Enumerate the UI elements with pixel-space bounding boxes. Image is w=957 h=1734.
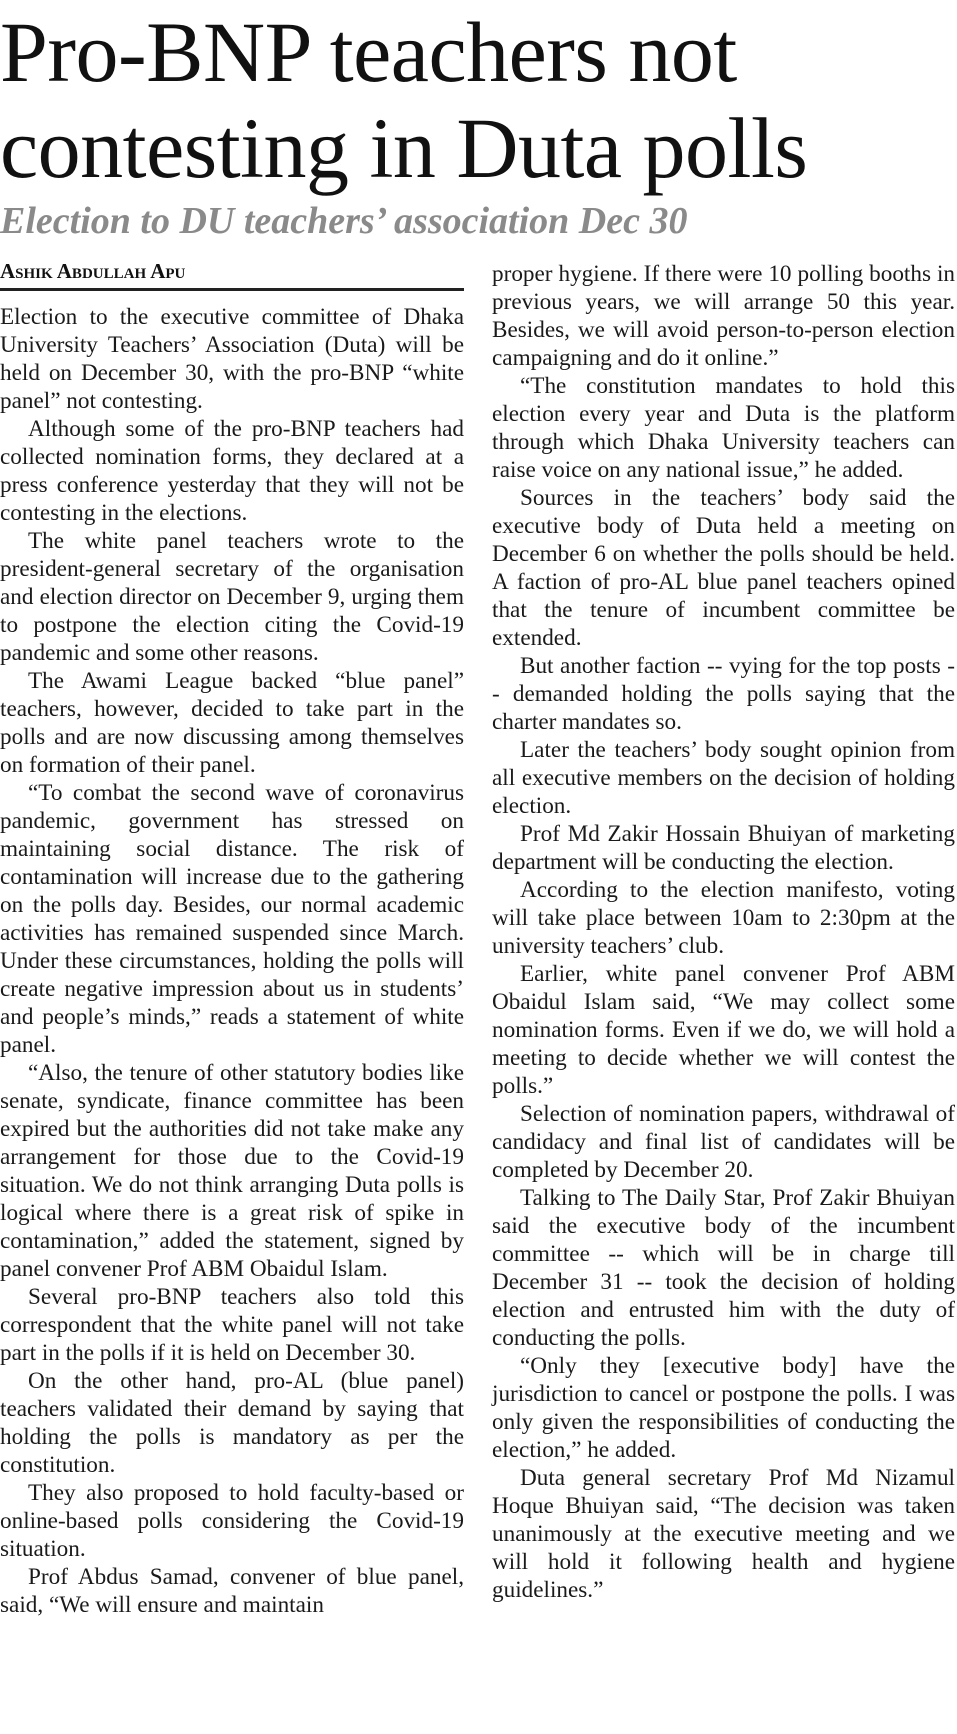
paragraph: According to the election manifesto, voting will take place between 10am to 2:30pm at the university teachers’ club. bbox=[492, 877, 955, 959]
paragraph: Selection of nomination papers, withdrawal of candidacy and final list of candidates will be completed by December 20. bbox=[492, 1101, 955, 1183]
headline: Pro-BNP teachers not contesting in Duta polls bbox=[0, 4, 808, 196]
paragraph: They also proposed to hold faculty-based or online-based polls considering the Covid-19 situation. bbox=[0, 1480, 464, 1562]
paragraph: Earlier, white panel convener Prof ABM Obaidul Islam said, “We may collect some nomination forms. Even if we do, we will hold a meeting to decide whether we will contest the polls.” bbox=[492, 961, 955, 1099]
body-column-right bbox=[492, 260, 955, 1604]
paragraph: Duta general secretary Prof Md Nizamul Hoque Bhuiyan said, “The decision was taken unanimously at the executive meeting and we will hold it following health and hygiene guidelines.” bbox=[492, 1465, 955, 1603]
paragraph: The white panel teachers wrote to the president-general secretary of the organisation and election director on December 9, urging them to postpone the election citing the Covid-19 pandemic and some other reasons. bbox=[0, 528, 464, 666]
paragraph: Talking to The Daily Star, Prof Zakir Bhuiyan said the executive body of the incumbent committee -- which will be in charge till December 31 -- took the decision of holding election and entrusted him with the duty of conducting the polls. bbox=[492, 1185, 955, 1351]
paragraph: “Also, the tenure of other statutory bodies like senate, syndicate, finance committee has been expired but the authorities did not take make any arrangement for those due to the Covid-19 situation. We do not think arranging Duta polls is logical where there is a great risk of spike in contamination,” added the statement, signed by panel convener Prof ABM Obaidul Islam. bbox=[0, 1060, 464, 1282]
paragraph: On the other hand, pro-AL (blue panel) teachers validated their demand by saying that holding the polls is mandatory as per the constitution. bbox=[0, 1368, 464, 1478]
body-column-left bbox=[0, 303, 464, 1619]
paragraph: Later the teachers’ body sought opinion from all executive members on the decision of holding election. bbox=[492, 737, 955, 819]
paragraph: Sources in the teachers’ body said the executive body of Duta held a meeting on December 6 on whether the polls should be held. A faction of pro-AL blue panel teachers opined that the tenure of incumbent committee be extended. bbox=[492, 485, 955, 651]
paragraph: proper hygiene. If there were 10 polling booths in previous years, we will arrange 50 this year. Besides, we will avoid person-to-person election campaigning and do it online.” bbox=[492, 261, 955, 371]
paragraph: Election to the executive committee of Dhaka University Teachers’ Association (Duta) will be held on December 30, with the pro-BNP “white panel” not contesting. bbox=[0, 304, 464, 414]
paragraph: “Only they [executive body] have the jurisdiction to cancel or postpone the polls. I was only given the responsibilities of conducting the election,” he added. bbox=[492, 1353, 955, 1463]
paragraph: Although some of the pro-BNP teachers had collected nomination forms, they declared at a press conference yesterday that they will not be contesting in the elections. bbox=[0, 416, 464, 526]
paragraph: The Awami League backed “blue panel” teachers, however, decided to take part in the polls and are now discussing among themselves on formation of their panel. bbox=[0, 668, 464, 778]
paragraph: Prof Abdus Samad, convener of blue panel, said, “We will ensure and maintain bbox=[0, 1564, 464, 1618]
paragraph: Several pro-BNP teachers also told this correspondent that the white panel will not take part in the polls if it is held on December 30. bbox=[0, 1284, 464, 1366]
byline: Ashik Abdullah Apu bbox=[0, 258, 464, 291]
subheadline: Election to DU teachers’ association Dec 30 bbox=[0, 200, 688, 242]
paragraph: Prof Md Zakir Hossain Bhuiyan of marketing department will be conducting the election. bbox=[492, 821, 955, 875]
paragraph: But another faction -- vying for the top posts -- demanded holding the polls saying that the charter mandates so. bbox=[492, 653, 955, 735]
paragraph: “The constitution mandates to hold this election every year and Duta is the platform through which Dhaka University teachers can raise voice on any national issue,” he added. bbox=[492, 373, 955, 483]
paragraph: “To combat the second wave of coronavirus pandemic, government has stressed on maintaining social distance. The risk of contamination will increase due to the gathering on the polls day. Besides, our normal academic activities has remained suspended since March. Under these circumstances, holding the polls will create negative impression about us in students’ and people’s minds,” reads a statement of white panel. bbox=[0, 780, 464, 1058]
